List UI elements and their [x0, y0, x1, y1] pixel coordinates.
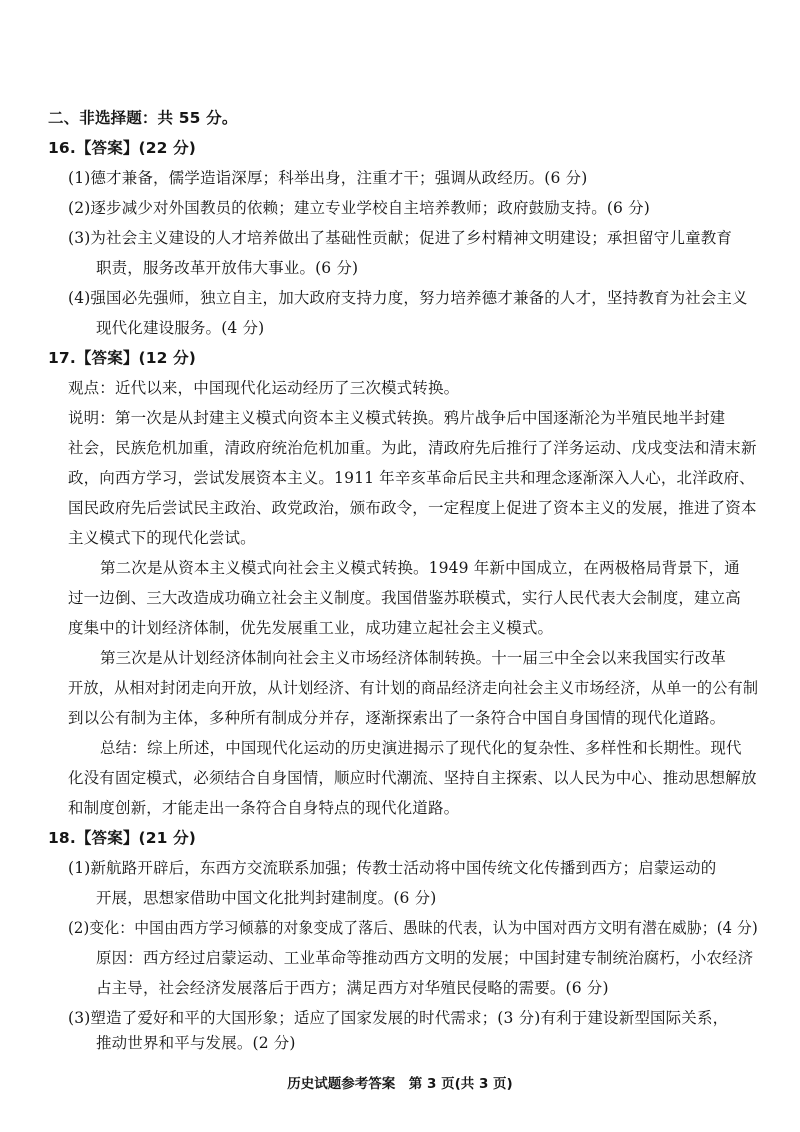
- q16-line-4: 职责，服务改革开放伟大事业。(6 分): [96, 259, 359, 277]
- q16-line-1: (1)德才兼备，儒学造诣深厚；科举出身，注重才干；强调从政经历。(6 分): [68, 169, 588, 187]
- q17-line-5: 国民政府先后尝试民主政治、政党政治，颁布政令，一定程度上促进了资本主义的发展，推进了资本: [68, 499, 757, 517]
- q18-line-1: (1)新航路开辟后，东西方交流联系加强；传教士活动将中国传统文化传播到西方；启蒙运动的: [68, 859, 717, 877]
- q17-line-13: 总结：综上所述，中国现代化运动的历史演进揭示了现代化的复杂性、多样性和长期性。现代: [100, 739, 742, 757]
- q17-line-14: 化没有固定模式，必须结合自身国情，顺应时代潮流、坚持自主探索、以人民为中心、推动思想解放: [68, 769, 757, 787]
- q18-line-2: 开展，思想家借助中国文化批判封建制度。(6 分): [96, 889, 437, 907]
- q17-line-2: 说明：第一次是从封建主义模式向资本主义模式转换。鸦片战争后中国逐渐沦为半殖民地半封建: [68, 409, 726, 427]
- q17-line-3: 社会，民族危机加重，清政府统治危机加重。为此，清政府先后推行了洋务运动、戊戌变法和清末新: [68, 439, 757, 457]
- q17-line-1: 观点：近代以来，中国现代化运动经历了三次模式转换。: [68, 379, 460, 397]
- q16-line-3: (3)为社会主义建设的人才培养做出了基础性贡献；促进了乡村精神文明建设；承担留守儿童教育: [68, 229, 733, 247]
- q18-line-5: 占主导，社会经济发展落后于西方；满足西方对华殖民侵略的需要。(6 分): [96, 979, 609, 997]
- q17-line-15: 和制度创新，才能走出一条符合自身特点的现代化道路。: [68, 799, 460, 817]
- q17-line-9: 度集中的计划经济体制，优先发展重工业，成功建立起社会主义模式。: [68, 619, 554, 637]
- page-footer: 历史试题参考答案 第 3 页(共 3 页): [287, 1076, 513, 1092]
- section-title: 二、非选择题：共 55 分。: [48, 109, 238, 127]
- q17-line-10: 第三次是从计划经济体制向社会主义市场经济体制转换。十一届三中全会以来我国实行改革: [100, 649, 727, 667]
- q18-line-7: 推动世界和平与发展。(2 分): [96, 1034, 296, 1052]
- q16-line-5: (4)强国必先强师，独立自主，加大政府支持力度，努力培养德才兼备的人才，坚持教育为社会主义: [68, 289, 748, 307]
- q17-line-11: 开放，从相对封闭走向开放，从计划经济、有计划的商品经济走向社会主义市场经济，从单一的公有制: [68, 679, 759, 697]
- q17-header: 17.【答案】(12 分): [48, 349, 197, 367]
- q17-line-6: 主义模式下的现代化尝试。: [68, 529, 256, 547]
- q16-header: 16.【答案】(22 分): [48, 139, 197, 157]
- q16-line-6: 现代化建设服务。(4 分): [96, 319, 265, 337]
- q17-line-12: 到以公有制为主体，多种所有制成分并存，逐渐探索出了一条符合中国自身国情的现代化道路。: [68, 709, 726, 727]
- q17-line-8: 过一边倒、三大改造成功确立社会主义制度。我国借鉴苏联模式，实行人民代表大会制度，建立高: [68, 589, 741, 607]
- q18-line-4: 原因：西方经过启蒙运动、工业革命等推动西方文明的发展；中国封建专制统治腐朽，小农经济: [96, 949, 754, 967]
- q18-header: 18.【答案】(21 分): [48, 829, 197, 847]
- q18-line-6: (3)塑造了爱好和平的大国形象；适应了国家发展的时代需求；(3 分)有利于建设新型国际关系，: [68, 1009, 729, 1027]
- q17-line-7: 第二次是从资本主义模式向社会主义模式转换。1949 年新中国成立，在两极格局背景下，通: [100, 559, 740, 577]
- q16-line-2: (2)逐步减少对外国教员的依赖；建立专业学校自主培养教师；政府鼓励支持。(6 分): [68, 199, 650, 217]
- q17-line-4: 政，向西方学习，尝试发展资本主义。1911 年辛亥革命后民主共和理念逐渐深入人心，北洋政府、: [68, 469, 755, 487]
- q18-line-3: (2)变化：中国由西方学习倾慕的对象变成了落后、愚昧的代表，认为中国对西方文明有潜在威胁；(4 分): [68, 919, 758, 937]
